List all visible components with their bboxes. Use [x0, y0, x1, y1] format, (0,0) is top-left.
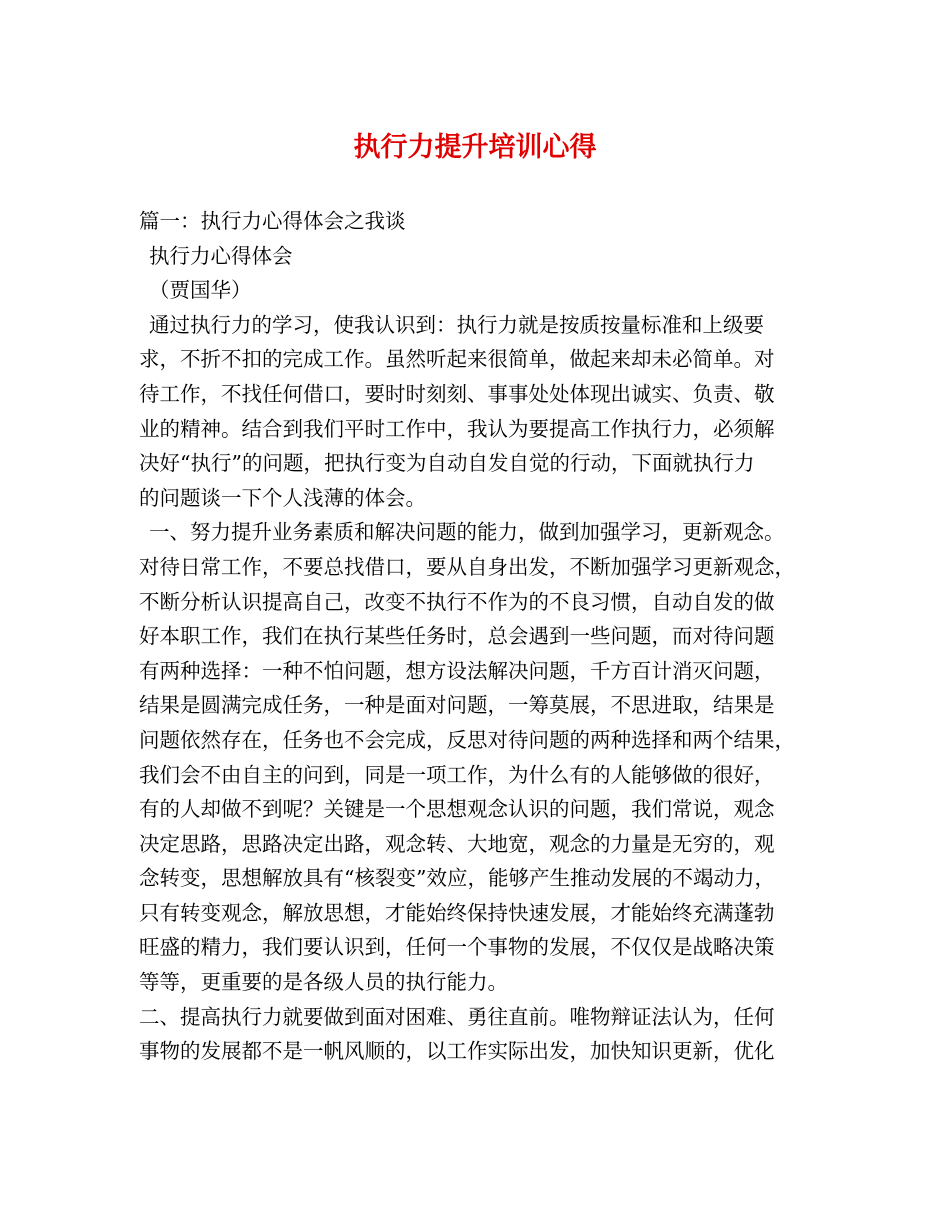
paragraph-line: 不断分析认识提高自己，改变不执行不作为的不良习惯，自动自发的做: [139, 589, 775, 614]
paragraph-line: 问题依然存在，任务也不会完成，反思对待问题的两种选择和两个结果，: [139, 727, 795, 752]
paragraph-line: 事物的发展都不是一帆风顺的，以工作实际出发，加快知识更新，优化: [139, 1039, 775, 1064]
paragraph-line: 只有转变观念，解放思想，才能始终保持快速发展，才能始终充满蓬勃: [139, 900, 775, 925]
paragraph-line: 结果是圆满完成任务，一种是面对问题，一筹莫展，不思进取，结果是: [139, 693, 775, 718]
paragraph-line: 有的人却做不到呢？关键是一个思想观念认识的问题，我们常说，观念: [139, 797, 775, 822]
paragraph-line: 等等，更重要的是各级人员的执行能力。: [139, 970, 508, 995]
paragraph-line: 求，不折不扣的完成工作。虽然听起来很简单，做起来却未必简单。对: [139, 347, 775, 372]
author: （贾国华）: [149, 278, 252, 303]
paragraph-line: 有两种选择：一种不怕问题，想方设法解决问题，千方百计消灭问题，: [139, 658, 775, 683]
document-body: [139, 204, 829, 1069]
paragraph-line: 业的精神。结合到我们平时工作中，我认为要提高工作执行力，必须解: [139, 416, 775, 441]
paragraph-line: 的问题谈一下个人浅薄的体会。: [139, 485, 426, 510]
paragraph-line: 一、努力提升业务素质和解决问题的能力，做到加强学习，更新观念。: [149, 520, 785, 545]
paragraph-line: 我们会不由自主的问到，同是一项工作，为什么有的人能够做的很好，: [139, 762, 775, 787]
paragraph-line: 念转变，思想解放具有“核裂变”效应，能够产生推动发展的不竭动力，: [139, 866, 775, 891]
paragraph-line: 二、提高执行力就要做到面对困难、勇往直前。唯物辩证法认为，任何: [139, 1004, 775, 1029]
paragraph-line: 对待日常工作，不要总找借口，要从自身出发，不断加强学习更新观念，: [139, 554, 795, 579]
paragraph-line: 好本职工作，我们在执行某些任务时，总会遇到一些问题，而对待问题: [139, 624, 775, 649]
paragraph-line: 待工作，不找任何借口，要时时刻刻、事事处处体现出诚实、负责、敬: [139, 381, 775, 406]
paragraph-line: 通过执行力的学习，使我认识到：执行力就是按质按量标准和上级要: [149, 312, 764, 337]
paragraph-line: 决定思路，思路决定出路，观念转、大地宽，观念的力量是无穷的，观: [139, 831, 775, 856]
document-title: 执行力提升培训心得: [353, 132, 597, 163]
paragraph-line: 旺盛的精力，我们要认识到，任何一个事物的发展，不仅仅是战略决策: [139, 935, 775, 960]
subtitle: 执行力心得体会: [149, 243, 293, 268]
section-heading: 篇一：执行力心得体会之我谈: [139, 209, 406, 233]
paragraph-line: 决好“执行”的问题，把执行变为自动自发自觉的行动，下面就执行力: [139, 451, 755, 476]
